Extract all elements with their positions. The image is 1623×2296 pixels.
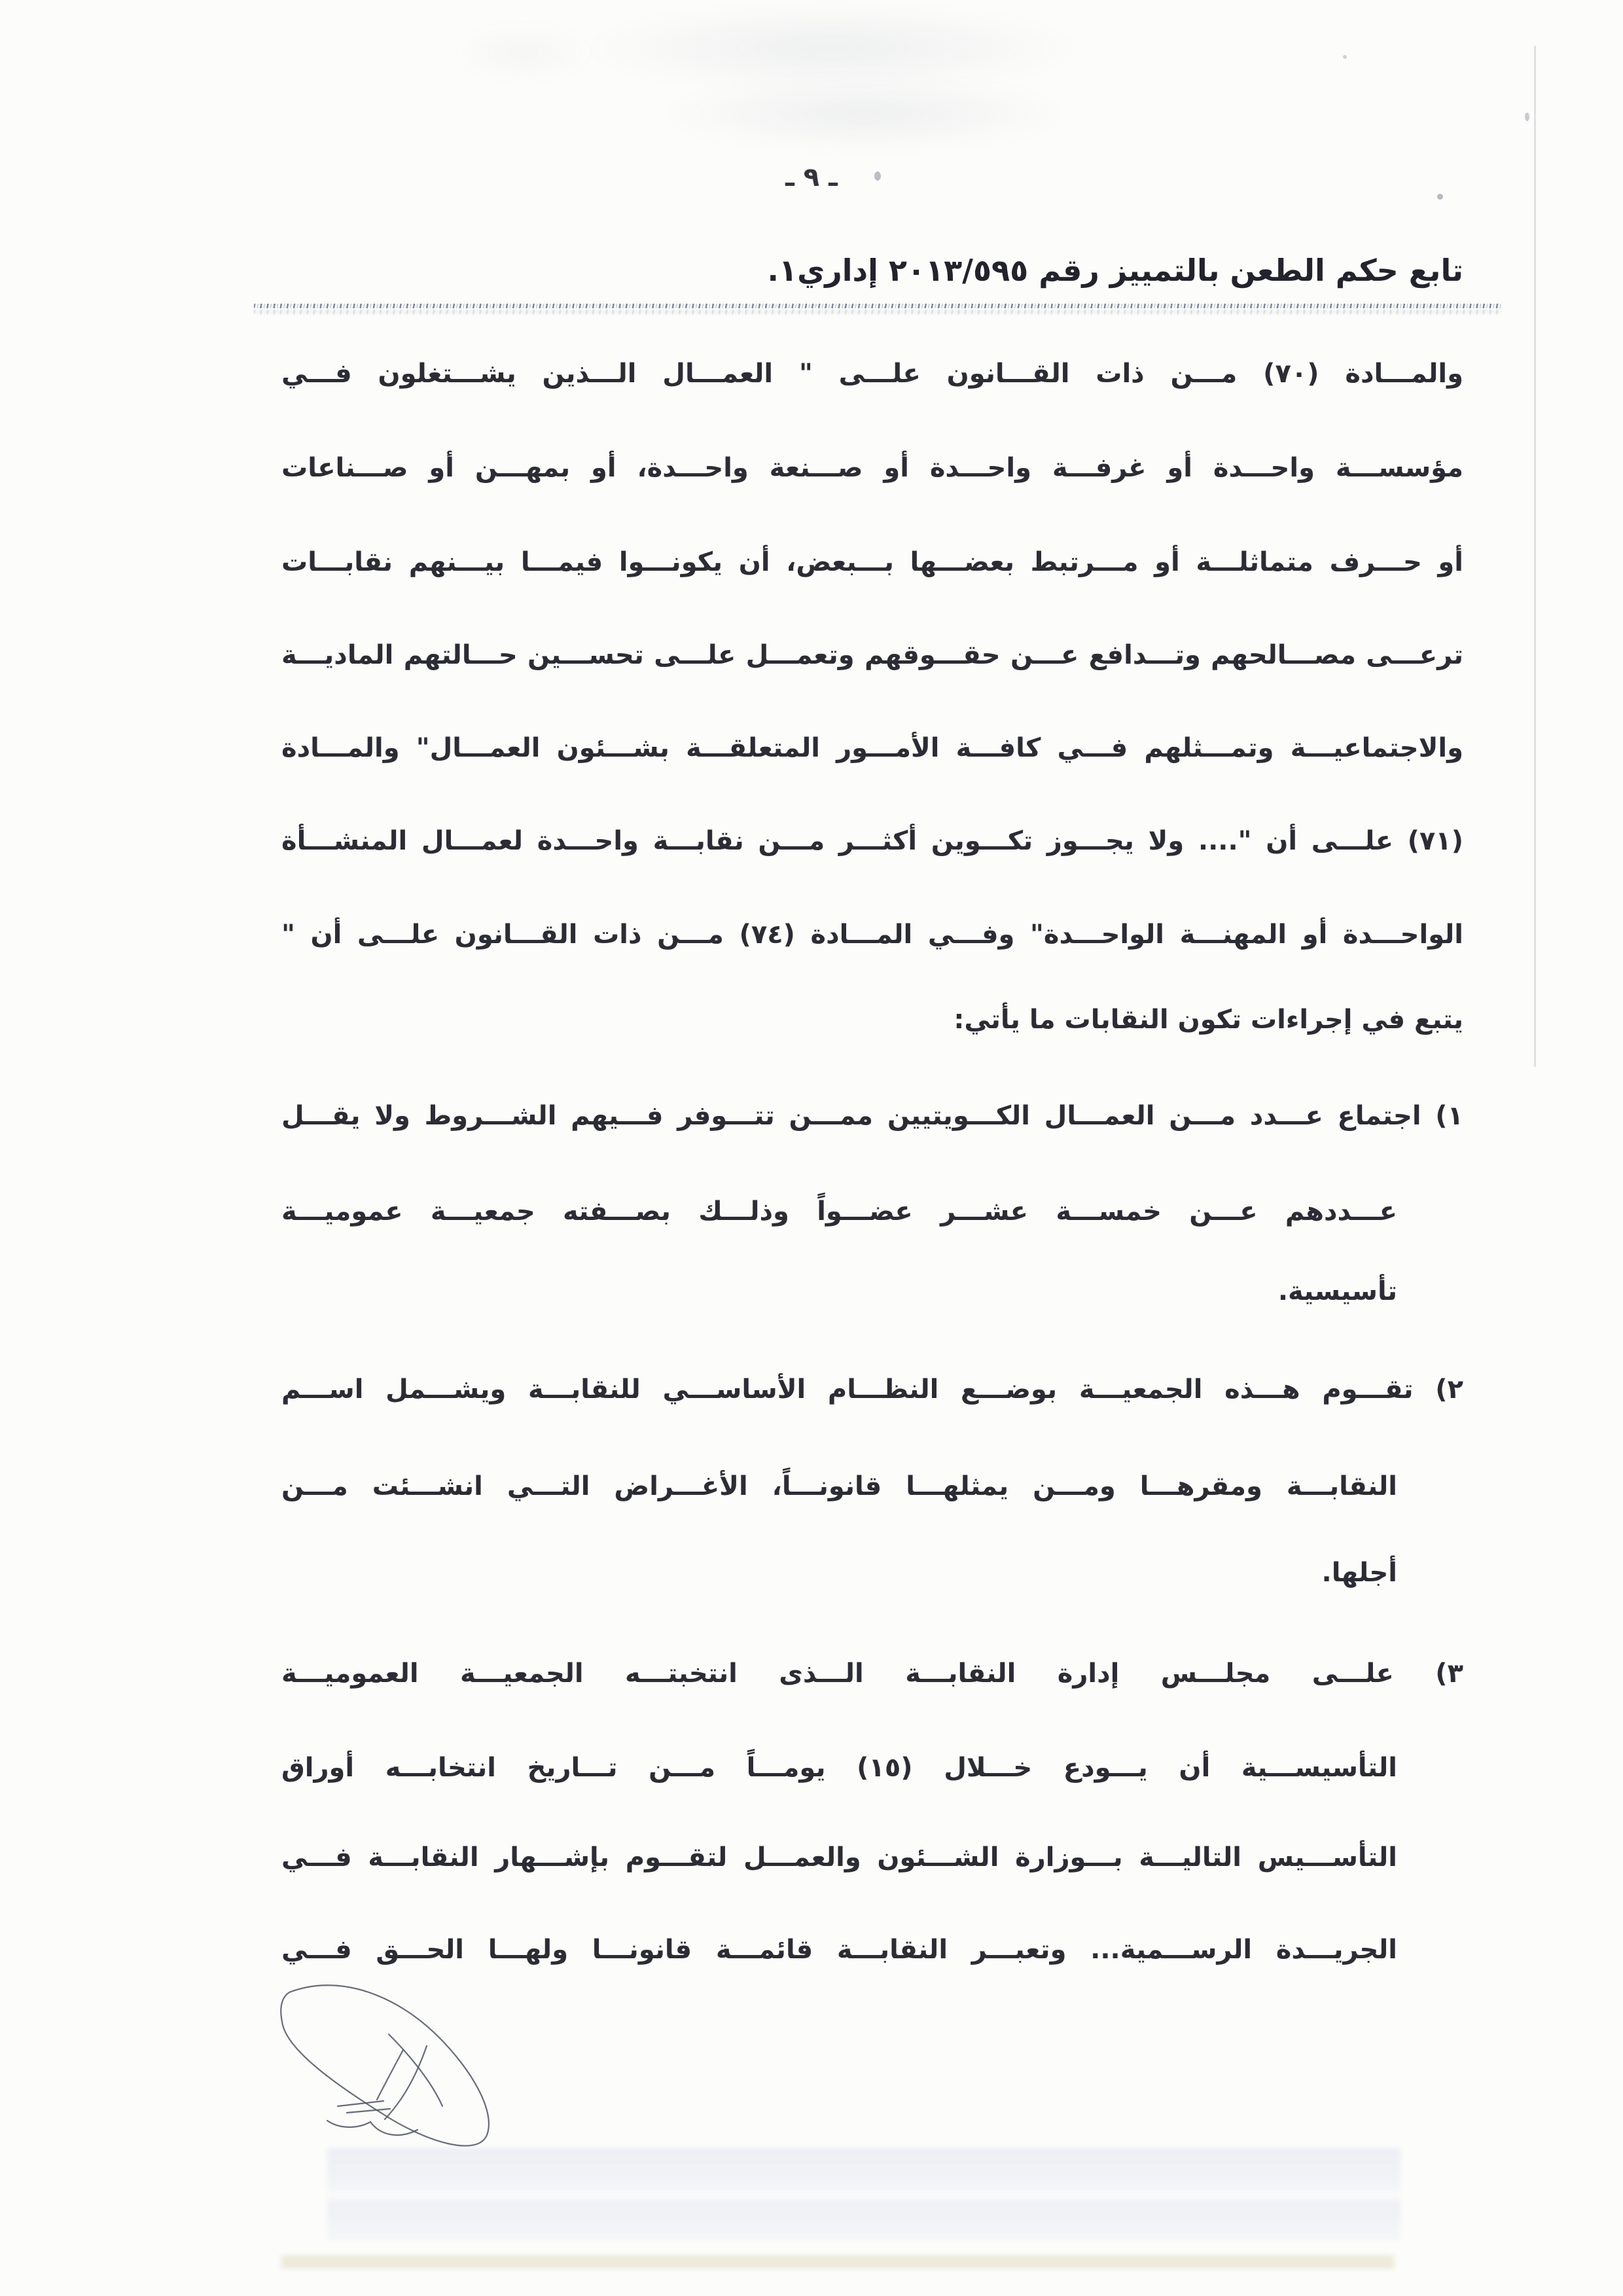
list-item-line: أجلها. (1321, 1558, 1397, 1588)
list-item-line: عـــددهم عـــن خمســـة عشـــر عضـــواً وذلـــك بصـــفته جمعيـــة عموميـــة (281, 1196, 1397, 1227)
ink-speck (1343, 55, 1347, 59)
list-item-line: النقابـــة ومقرهـــا ومـــن يمثلهـــا قانونـــاً، الأغـــراض التـــي انشـــئت مـــن (281, 1471, 1397, 1501)
bleedthrough-band-bottom-2 (281, 2255, 1394, 2269)
body-line: أو حـــرف متماثلـــة أو مـــرتبط بعضـــها بـــبعض، أن يكونـــوا فيمـــا بيـــنهم نقابـــات (281, 547, 1463, 577)
body-line: والمـــادة (٧٠) مـــن ذات القـــانون علـــى " العمـــال الـــذين يشـــتغلون فـــي (281, 359, 1463, 389)
body-line: والاجتماعيـــة وتمـــثلهم فـــي كافـــة الأمـــور المتعلقـــة بشـــئون العمـــال" والمـــادة (281, 733, 1463, 763)
list-item-line: التأسيســـية أن يـــودع خـــلال (١٥) يومـــاً مـــن تـــاريخ انتخابـــه أوراق (281, 1753, 1397, 1783)
list-item-line: ١) اجتماع عـــدد مـــن العمـــال الكـــويتيين ممـــن تتـــوفر فـــيهم الشـــروط ولا يقـــل (281, 1101, 1463, 1131)
header-title: تابع حكم الطعن بالتمييز رقم ٢٠١٣/٥٩٥ إداري١. (767, 253, 1463, 288)
body-line: ترعـــى مصـــالحهم وتـــدافع عـــن حقـــوقهم وتعمـــل علـــى تحســـين حـــالتهم الماديـــة (281, 640, 1463, 670)
dashed-separator-echo (254, 310, 1501, 314)
page-number: ـ ٩ ـ (785, 162, 838, 192)
body-line: مؤسســـة واحـــدة أو غرفـــة واحـــدة أو صـــنعة واحـــدة، أو بمهـــن أو صـــناعات (281, 453, 1463, 483)
list-item-line: الجريـــدة الرســـمية... وتعبـــر النقابـــة قائمـــة قانونـــا ولهـــا الحـــق فـــي (281, 1935, 1397, 1965)
bleedthrough-smudge-top (576, 5, 1086, 90)
body-line: (٧١) علـــى أن ".... ولا يجـــوز تكـــوين أكثـــر مـــن نقابـــة واحـــدة لعمـــال المنشـــأة (281, 826, 1463, 856)
list-item-line: ٣) علـــى مجلـــس إدارة النقابـــة الـــذى انتخبتـــه الجمعيـــة العموميـــة (281, 1659, 1463, 1689)
bleedthrough-smudge-top-2 (654, 77, 1073, 149)
list-item-line: تأسيسية. (1277, 1276, 1397, 1306)
bleedthrough-smudge-top-3 (452, 26, 596, 79)
list-item-line: ٢) تقـــوم هـــذه الجمعيـــة بوضـــع النظـــام الأساســـي للنقابـــة ويشـــمل اســـم (281, 1374, 1463, 1405)
body-line: يتبع في إجراءات تكون النقابات ما يأتي: (954, 1005, 1463, 1035)
list-item-line: التأســـيس التاليـــة بـــوزارة الشـــئون والعمـــل لتقـــوم بإشـــهار النقابـــة فـــي (281, 1842, 1397, 1873)
bleedthrough-band-bottom (327, 2148, 1400, 2241)
ink-speck (1525, 113, 1529, 121)
body-line: الواحـــدة أو المهنـــة الواحـــدة" وفـــي المـــادة (٧٤) مـــن ذات القـــانون علـــى أن " (281, 920, 1464, 950)
dashed-separator (254, 304, 1501, 308)
